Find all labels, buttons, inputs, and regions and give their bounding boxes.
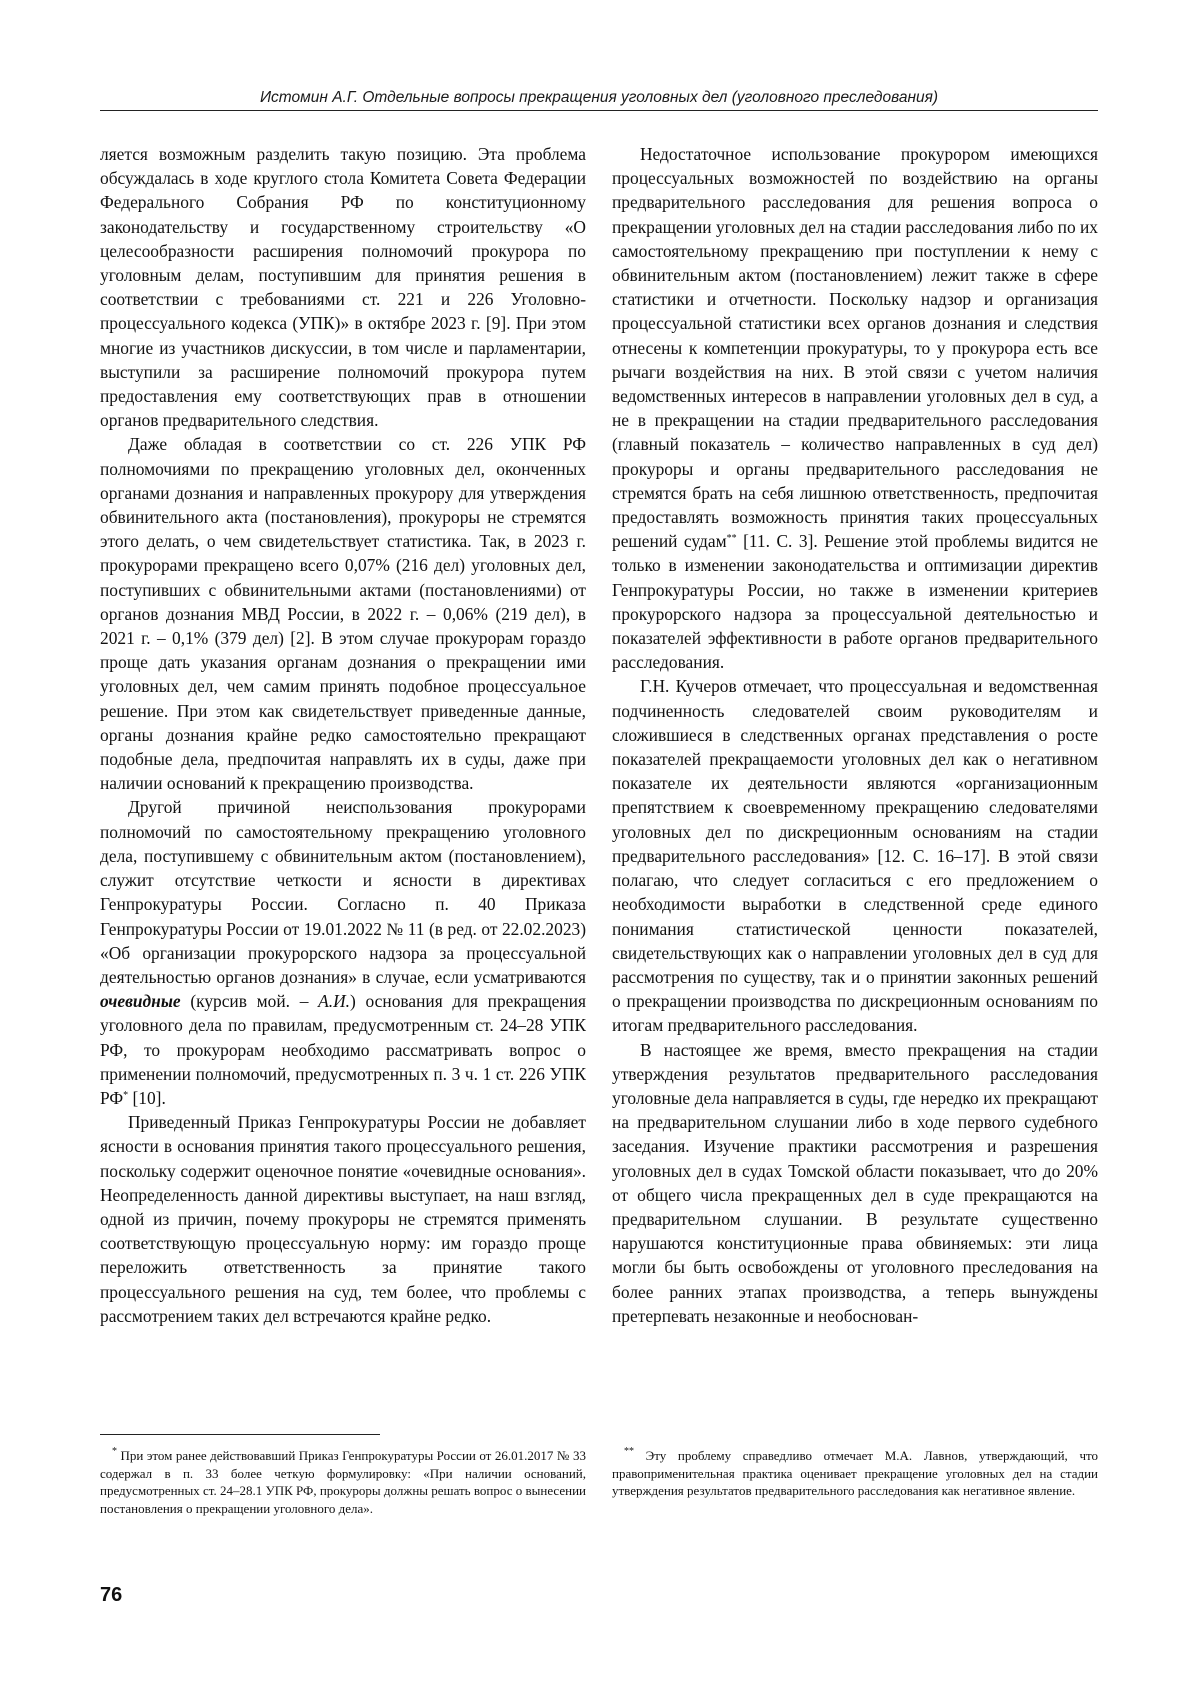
page-number: 76: [100, 1584, 122, 1607]
footnote-text: [100, 1447, 586, 1517]
paragraph: В настоящее же время, вместо прекращения на стадии утверждения результатов предварительного расследования уголовные дела направляется в суды, где нередко их прекращают на предварительном слушании либо в ходе первого судебного заседания. Изучение практики рассмотрения и разрешения уголовных дел в судах Томской области показывает, что до 20% от общего числа прекращенных дел в суде прекращаются на предварительном слушании. В результате существенно нарушаются конституционные права обвиняемых: эти лица могли бы быть освобождены от уголовного преследования на более ранних этапах производства, а теперь вынуждены претерпевать незаконные и необоснован-: [612, 1038, 1098, 1328]
footnote-right: [612, 1447, 1098, 1500]
paragraph: [612, 142, 1098, 674]
running-header: Истомин А.Г. Отдельные вопросы прекращения уголовных дел (уголовного преследования): [100, 89, 1098, 107]
text-run: Недостаточное использование прокурором имеющихся процессуальных возможностей по воздействию на органы предварительного расследования для решения вопроса о прекращении уголовных дел на стадии расследования либо по их самостоятельному прекращению при поступлении к нему с обвинительным актом (постановлением) лежит также в сфере статистики и отчетности. Поскольку надзор и организация процессуальной статистики всех органов дознания и следствия отнесены к компетенции прокуратуры, то у прокурора есть все рычаги воздействия на них. В этой связи с учетом наличия ведомственных интересов в направлении уголовных дел в суд, а не в прекращении на стадии предварительного расследования (главный показатель – количество направленных в суд дел) прокуроры и органы предварительного расследования не стремятся брать на себя лишнюю ответственность, предпочитая предоставлять возможность принятия таких процессуальных решений судам: [612, 144, 1098, 551]
text-run: ) основания для прекращения уголовного дела по правилам, предусмотренным ст. 24–28 УПК РФ, то прокурорам необходимо рассматривать вопрос о применении полномочий, предусмотренных п. 3 ч. 1 ст. 226 УПК РФ: [100, 991, 586, 1108]
footnote-left: [100, 1447, 586, 1517]
footnote-body: При этом ранее действовавший Приказ Генпрокуратуры России от 26.01.2017 № 33 содержал в п. 33 более четкую формулировку: «При наличии оснований, предусмотренных ст. 24–28.1 УПК РФ, прокуроры должны решать вопрос о вынесении постановления о прекращении уголовного дела».: [100, 1448, 586, 1516]
text-run: Другой причиной неиспользования прокурорами полномочий по самостоятельному прекращению уголовного дела, поступившему с обвинительным актом (постановлением), служит отсутствие четкости и ясности в директивах Генпрокуратуры России. Согласно п. 40 Приказа Генпрокуратуры России от 19.01.2022 № 11 (в ред. от 22.02.2023) «Об организации прокурорского надзора за процессуальной деятельностью органов дознания» в случае, если усматриваются: [100, 797, 586, 986]
document-page: [0, 0, 1200, 1698]
text-run: (курсив мой. –: [181, 991, 319, 1011]
text-run: [11. С. 3]. Решение этой проблемы видится не только в изменении законодательства и оптимизации директив Генпрокуратуры России, но также в изменении критериев прокурорского надзора за процессуальной деятельностью и показателей эффективности в работе органов предварительного расследования.: [612, 531, 1098, 672]
emphasis-text: очевидные: [100, 991, 181, 1011]
reference: [10].: [128, 1088, 166, 1108]
author-initials: А.И.: [318, 991, 350, 1011]
footnote-marker: *: [112, 1446, 117, 1457]
footnote-marker: **: [727, 533, 737, 544]
paragraph: [100, 795, 586, 1110]
header-rule: [100, 110, 1098, 111]
paragraph: ляется возможным разделить такую позицию. Эта проблема обсуждалась в ходе круглого стола Комитета Совета Федерации Федерального Собрания РФ по конституционному законодательству и государственному строительству «О целесообразности расширения полномочий прокурора по уголовным делам, поступившим для принятия решения в соответствии с требованиями ст. 221 и 226 Уголовно-процессуального кодекса (УПК)» в октябре 2023 г. [9]. При этом многие из участников дискуссии, в том числе и парламентарии, выступили за расширение полномочий прокурора путем предоставления ему соответствующих прав в отношении органов предварительного следствия.: [100, 142, 586, 432]
paragraph: Г.Н. Кучеров отмечает, что процессуальная и ведомственная подчиненность следователей своим руководителям и сложившиеся в следственных органах представления о росте показателей прекращаемости уголовных дел как о негативном показателе их деятельности являются «организационным препятствием к своевременному прекращению следователями уголовных дел по дискреционным основаниям на стадии предварительного расследования» [12. С. 16–17]. В этой связи полагаю, что следует согласиться с его предложением о необходимости выработки в следственной среде единого понимания статистической ценности показателей, свидетельствующих как о направлении уголовных дел в суд для рассмотрения по существу, так и о принятии законных решений о прекращении производства по дискреционным основаниям по итогам предварительного расследования.: [612, 674, 1098, 1037]
footnote-rule: [100, 1434, 380, 1435]
left-column: [100, 142, 586, 1328]
footnote-text: [612, 1447, 1098, 1500]
right-column: [612, 142, 1098, 1328]
paragraph: Приведенный Приказ Генпрокуратуры России не добавляет ясности в основания принятия такого процессуального решения, поскольку содержит оценочное понятие «очевидные основания». Неопределенность данной директивы выступает, на наш взгляд, одной из причин, почему прокуроры не стремятся применять соответствующую процессуальную норму: им гораздо проще переложить ответственность за принятие такого процессуального решения на суд, тем более, что проблемы с рассмотрением таких дел встречаются крайне редко.: [100, 1110, 586, 1328]
paragraph: Даже обладая в соответствии со ст. 226 УПК РФ полномочиями по прекращению уголовных дел, оконченных органами дознания и направленных прокурору для утверждения обвинительного акта (постановления), прокуроры не стремятся этого делать, о чем свидетельствует статистика. Так, в 2023 г. прокурорами прекращено всего 0,07% (216 дел) уголовных дел, поступивших с обвинительными актами (постановлениями) от органов дознания МВД России, в 2022 г. – 0,06% (219 дел), в 2021 г. – 0,1% (379 дел) [2]. В этом случае прокурорам гораздо проще дать указания органам дознания о прекращении ими уголовных дел, чем самим принять подобное процессуальное решение. При этом как свидетельствует приведенные данные, органы дознания крайне редко самостоятельно прекращают подобные дела, предпочитая направлять их в суды, даже при наличии оснований к прекращению производства.: [100, 432, 586, 795]
footnote-body: Эту проблему справедливо отмечает М.А. Лавнов, утверждающий, что правоприменительная практика оценивает прекращение уголовных дел на стадии утверждения результатов предварительного расследования как негативное явление.: [612, 1448, 1098, 1498]
footnote-marker: **: [624, 1446, 634, 1457]
footnote-marker: *: [123, 1090, 128, 1101]
